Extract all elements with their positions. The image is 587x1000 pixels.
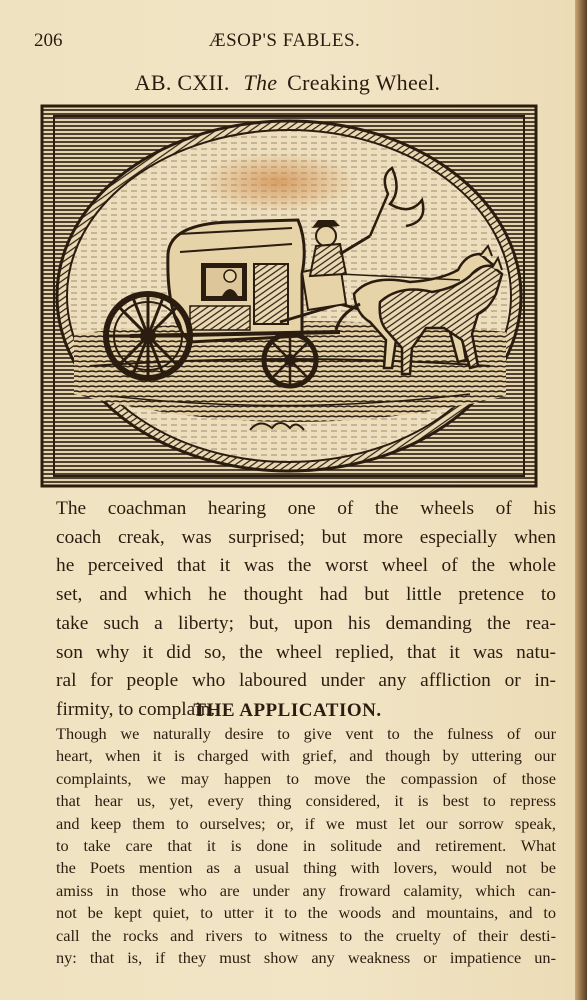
fable-body-line: firmity, to complain. bbox=[56, 698, 216, 720]
fable-title-article: The bbox=[243, 70, 278, 95]
running-head bbox=[34, 30, 535, 56]
fable-body-line: coach creak, was surprised; but more especially when bbox=[56, 526, 556, 548]
fable-body-line: set, and which he thought had but little pretence to bbox=[56, 584, 556, 606]
application-line: amiss in those who are under any froward calamity, which can- bbox=[56, 880, 556, 900]
application-text bbox=[56, 723, 556, 969]
fable-body-line: The coachman hearing one of the wheels of his bbox=[56, 498, 556, 519]
application-line: and keep them to ourselves; or, if we must let our sorrow speak, bbox=[56, 813, 556, 833]
application-line: heart, when it is charged with grief, and though by uttering our bbox=[56, 746, 556, 766]
application-line: Though we naturally desire to give vent to the fulness of our bbox=[56, 724, 556, 743]
application-line: to take care that it is done in solitude and retirement. What bbox=[56, 836, 556, 856]
application-line: not be kept quiet, to utter it to the woods and mountains, and to bbox=[56, 903, 556, 923]
fable-body-line: ral for people who laboured under any affliction or in- bbox=[56, 670, 556, 692]
application-line: call the rocks and rivers to witness to the cruelty of their desti- bbox=[56, 925, 556, 945]
fable-body-line: take such a liberty; but, upon his demanding the rea- bbox=[56, 612, 556, 634]
running-title: ÆSOP'S FABLES. bbox=[208, 30, 361, 51]
fable-body-line: son why it did so, the wheel replied, that it was natu- bbox=[56, 641, 556, 663]
woodcut-illustration bbox=[40, 104, 538, 488]
fable-title bbox=[0, 70, 575, 96]
application-heading: THE APPLICATION. bbox=[193, 700, 382, 721]
application-line: complaints, we may happen to move the compassion of those bbox=[56, 768, 556, 788]
fable-number: AB. CXII. bbox=[134, 70, 230, 95]
application-line: that hear us, yet, every thing considered, it is best to repress bbox=[56, 791, 556, 811]
application-line: ny: that is, if they must show any weakness or impatience un- bbox=[56, 948, 556, 968]
fable-title-name: Creaking Wheel. bbox=[287, 70, 441, 95]
fable-body-line: he perceived that it was the worst wheel of the whole bbox=[56, 555, 556, 577]
application-line: the Poets mention as a usual thing with lovers, would not be bbox=[56, 858, 556, 878]
book-spine-edge bbox=[575, 0, 587, 1000]
page-number: 206 bbox=[34, 30, 63, 51]
fable-body bbox=[56, 495, 556, 725]
